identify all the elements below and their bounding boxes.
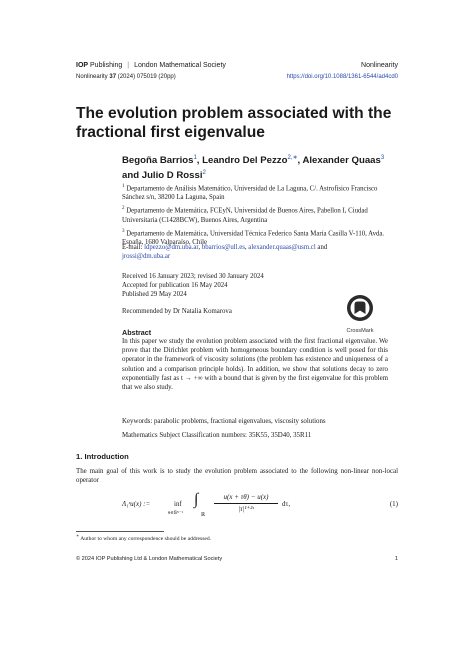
- affiliation-number: 2: [122, 206, 125, 212]
- author-name: Begoña Barrios: [122, 155, 194, 167]
- footnote-text: Author to whom any correspondence should be addressed.: [80, 535, 212, 542]
- journal-name: Nonlinearity: [361, 62, 398, 69]
- abstract-text: In this paper we study the evolution problem associated with the first fractional eigenvalue. We prove that the Dirichlet problem with homogeneous boundary condition is well posed for this operator in the framework of viscosity solutions (the problem has existence and uniqueness of a solution and a comparison principle holds). In addition, we show that solutions decay to zero exponentially fast as t → +∞ with a bound that is given by the first eigenvalue for this problem that we also study.: [122, 338, 388, 392]
- received-date: Received 16 January 2023; revised 30 January 2024: [122, 273, 264, 280]
- author-list: Begoña Barrios$^1$, Leandro Del Pezzo$^{2,∗}$, Alexander Quaas$^3$ and Julio D Rossi$^2$: [122, 155, 385, 182]
- affiliation-text: Departamento de Análisis Matemático, Universidad de La Laguna, C/. Astrofísico Francisco Sánchez s/n, 38200 La Laguna, Spain: [122, 185, 378, 202]
- author-name: Julio D Rossi: [141, 170, 203, 182]
- email-link[interactable]: jrossi@dm.uba.ar: [122, 253, 171, 260]
- affiliation-number: 1: [122, 184, 125, 189]
- affiliation-mark[interactable]: 2: [202, 170, 206, 177]
- accepted-date: Accepted for publication 16 May 2024: [122, 282, 228, 290]
- society-name: London Mathematical Society: [134, 62, 226, 69]
- email-link[interactable]: alexander.quaas@usm.cl: [248, 244, 316, 251]
- recommended-by: Recommended by Dr Natalia Komarova: [122, 308, 232, 315]
- equation-inf-subscript: θ∈𝕊ᴺ⁻¹: [168, 510, 183, 515]
- affiliation-item: [122, 182, 386, 202]
- affiliation-text: Departamento de Matemática, FCEyN, Universidad de Buenos Aires, Pabellon I, Ciudad Universitaria (C1428BCW), Buenos Aires, Argentina: [122, 207, 368, 224]
- doi-link[interactable]: https://doi.org/10.1088/1361-6544/ad4cd0: [286, 74, 398, 80]
- page-footer: [76, 556, 398, 562]
- equation-number: (1): [389, 500, 398, 508]
- affiliation-mark[interactable]: 3: [380, 155, 385, 161]
- integral-subscript: ℝ: [201, 513, 206, 518]
- fraction-denominator: |τ|¹⁺²ˢ: [238, 505, 254, 513]
- section-number: 1.: [76, 452, 83, 461]
- affiliation-text: Departamento de Matemática, Universidad Técnica Federico Santa María Casilla V-110, Avda. España, 1680 Valparaíso, Chile: [122, 229, 385, 246]
- footnote-rule: [76, 531, 164, 532]
- author-name: Alexander Quaas: [302, 155, 381, 167]
- email-label: E-mail:: [122, 244, 143, 251]
- fraction-bar: [214, 503, 278, 504]
- journal-header: [76, 62, 398, 74]
- email-link[interactable]: bbarrios@ull.es: [201, 244, 245, 251]
- section-heading: [76, 452, 129, 461]
- copyright: © 2024 IOP Publishing Ltd & London Mathematical Society: [76, 556, 223, 562]
- crossmark-label: CrossMark: [346, 328, 374, 334]
- footnote: [76, 534, 211, 542]
- citation-line: [76, 74, 398, 80]
- page-number: 1: [394, 556, 398, 562]
- affiliation-mark[interactable]: 1: [193, 155, 197, 161]
- crossmark-badge[interactable]: [342, 294, 378, 334]
- paper-title: The evolution problem associated with the fractional first eigenvalue: [76, 105, 392, 141]
- footnote-mark: ∗: [76, 534, 80, 539]
- email-link[interactable]: ldpezzo@dm.uba.ar: [144, 244, 199, 251]
- equation-lhs: Λ₁ˢu(x) :=: [122, 500, 151, 508]
- header-divider: |: [127, 62, 130, 69]
- section-title: Introduction: [84, 452, 129, 461]
- author-name: Leandro Del Pezzo: [202, 155, 288, 167]
- crossmark-icon: [346, 294, 374, 322]
- publisher-name: Publishing: [90, 62, 123, 69]
- intro-paragraph: The main goal of this work is to study the evolution problem associated to the following non-linear non-local operator: [76, 468, 398, 485]
- equation-1: [122, 492, 398, 522]
- email-and: and: [317, 244, 328, 251]
- affiliation-mark[interactable]: 2,∗: [287, 155, 298, 161]
- citation-volume: 37: [109, 74, 117, 80]
- iop-logo: IOP: [76, 62, 89, 69]
- affiliations: [122, 182, 386, 249]
- abstract-heading: Abstract: [122, 328, 152, 337]
- affiliation-item: [122, 204, 386, 224]
- integral-sign: ∫: [194, 491, 199, 508]
- citation-journal: Nonlinearity: [76, 74, 108, 80]
- affiliation-number: 3: [122, 228, 125, 234]
- keywords: Keywords: parabolic problems, fractional eigenvalues, viscosity solutions: [122, 418, 326, 425]
- equation-dtau: dτ,: [282, 500, 291, 508]
- equation-inf: inf: [174, 500, 182, 508]
- fraction-numerator: u(x + τθ) − u(x): [223, 493, 269, 501]
- email-block: E-mail: ldpezzo@dm.uba.ar, bbarrios@ull.es, alexander.quaas@usm.cl and jrossi@dm.uba.ar: [122, 244, 328, 260]
- citation-details: (2024) 075019 (20pp): [117, 74, 176, 80]
- published-date: Published 29 May 2024: [122, 291, 187, 299]
- msc-numbers: Mathematics Subject Classification numbers: 35K55, 35D40, 35R11: [122, 432, 312, 439]
